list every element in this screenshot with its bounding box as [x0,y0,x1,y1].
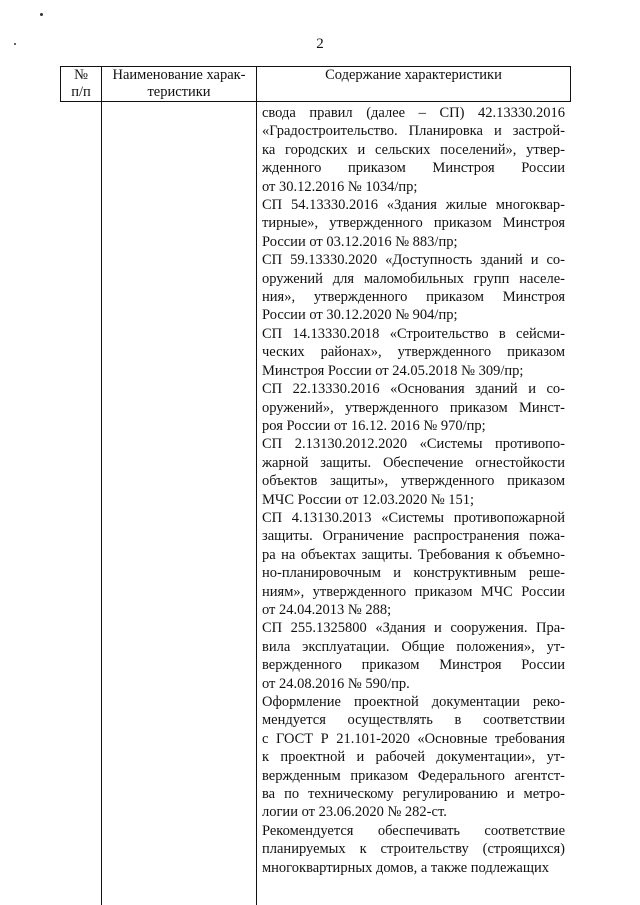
paragraph-line: ка городских и сельских поселений», утвер- [262,141,565,158]
header-content-cell [257,67,570,84]
paragraph-line: «Градостроительство. Планировка и застрой- [262,123,565,140]
content-paragraph [262,251,565,325]
paragraph-line: СП 54.13330.2016 «Здания жилые многоквар- [262,197,565,214]
paragraph-line: к проектной и рабочей документации», ут- [262,749,565,766]
paragraph-line: ва по техническому регулированию и метро- [262,786,565,803]
paragraph-line: Оформление проектной документации реко- [262,694,565,710]
paragraph-line: многоквартирных домов, а также подлежащих [262,859,550,876]
content-paragraph [262,435,565,509]
paragraph-line: от 24.08.2016 № 590/пр. [262,675,410,692]
table-header-bottom-border [60,101,571,102]
paragraph-line: объектов защиты», утвержденного приказом [262,473,565,490]
content-paragraph [262,822,565,877]
header-content-label: Содержание характеристики [325,67,502,83]
paragraph-line: ниям», утвержденного приказом МЧС России [262,583,565,600]
table-col1-divider [101,66,102,905]
content-paragraph [262,509,565,619]
paragraph-line: СП 4.13130.2013 «Системы противопожарной [262,509,565,526]
paragraph-line: мендуется осуществлять в соответствии [262,712,565,729]
paragraph-line: СП 255.1325800 «Здания и сооружения. Пра- [262,620,565,637]
paragraph-line: вержденным приказом Федерального агентст- [262,767,565,784]
paragraph-line: Рекомендуется обеспечивать соответствие [262,822,565,839]
header-name-line-2: теристики [147,84,211,100]
content-paragraph [262,325,565,380]
paragraph-line: логии от 23.06.2020 № 282-ст. [262,804,447,821]
paragraph-line: СП 59.13330.2020 «Доступность зданий и со- [262,252,565,269]
page-number: 2 [316,36,324,52]
header-number-cell [61,67,101,101]
paragraph-line: жденного приказом Минстроя России [262,160,565,177]
paragraph-line: вержденного приказом Минстроя России [262,657,565,674]
paragraph-line: ческих районах», утвержденного приказом [262,344,565,361]
paragraph-line: оружений для маломобильных групп населе- [262,270,565,287]
content-paragraph [262,619,565,693]
paragraph-line: от 30.12.2016 № 1034/пр; [262,178,418,195]
paragraph-line: от 24.04.2013 № 288; [262,601,392,618]
paragraph-line: роя России от 16.12. 2016 № 970/пр; [262,417,486,434]
paragraph-line: СП 22.13330.2016 «Основания зданий и со- [262,381,565,398]
header-number-line-2: п/п [71,84,91,100]
paragraph-line: тирные», утвержденного приказом Минстроя [262,215,565,232]
paragraph-line: но-планировочным и конструктивным реше- [262,565,565,582]
paragraph-line: оружений», утвержденного приказом Минст- [262,399,565,416]
paragraph-line: Минстроя России от 24.05.2018 № 309/пр; [262,362,524,379]
paragraph-line: России от 03.12.2016 № 883/пр; [262,233,458,250]
table-col2-divider [256,66,257,905]
content-paragraph [262,380,565,435]
content-paragraph [262,196,565,251]
paragraph-line: с ГОСТ Р 21.101-2020 «Основные требования [262,730,565,747]
paragraph-line: России от 30.12.2020 № 904/пр; [262,307,458,324]
header-name-cell [102,67,256,101]
paragraph-line: свода правил (далее – СП) 42.13330.2016 [262,105,565,121]
paragraph-line: жарной защиты. Обеспечение огнестойкости [262,454,565,471]
paragraph-line: СП 2.13130.2012.2020 «Системы противопо- [262,436,565,453]
header-number-line-1: № [74,67,88,83]
paragraph-line: ния», утвержденного приказом Минстроя [262,289,565,306]
paragraph-line: вила эксплуатации. Общие положения», ут- [262,638,565,655]
paragraph-line: ра на объектах защиты. Требования к объемно- [262,546,565,563]
paragraph-line: СП 14.13330.2018 «Строительство в сейсми- [262,325,565,342]
scan-speck [40,13,43,16]
content-paragraph [262,693,565,822]
content-paragraph [262,104,565,196]
header-name-line-1: Наименование харак- [112,67,246,83]
paragraph-line: планируемых к строительству (строящихся) [262,841,565,858]
table-right-border [570,66,571,102]
paragraph-line: защиты. Ограничение распространения пожа- [262,528,565,545]
paragraph-line: МЧС России от 12.03.2020 № 151; [262,491,475,508]
characteristic-content [262,104,565,877]
